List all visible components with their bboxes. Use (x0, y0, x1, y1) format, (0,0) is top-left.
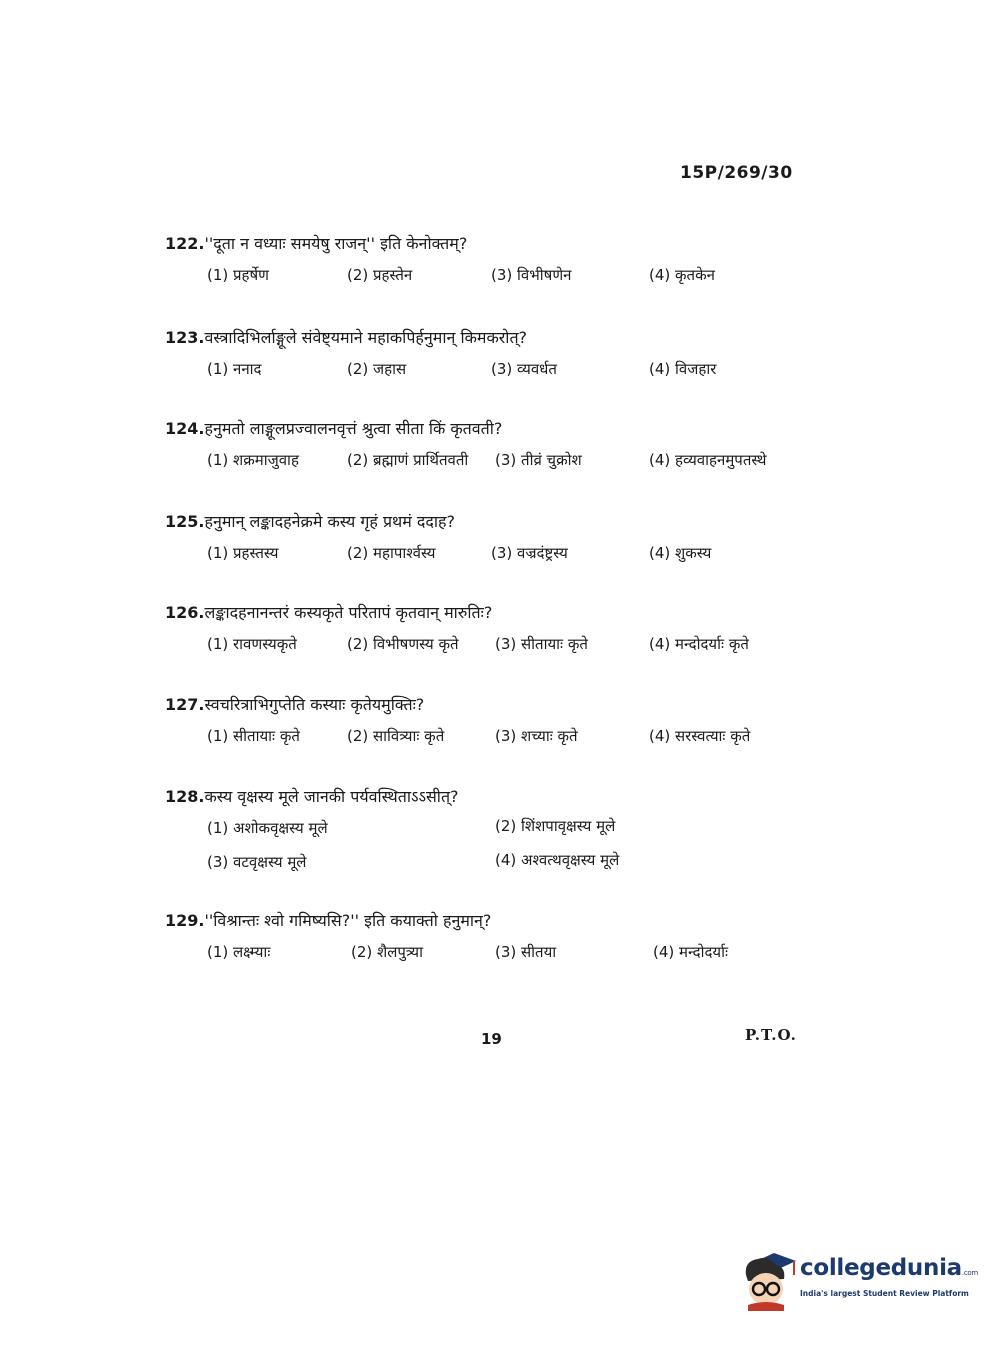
option-2: (2) प्रहस्तेन (347, 266, 413, 284)
option-4: (4) विजहार (649, 360, 717, 378)
option-4: (4) मन्दोदर्याः कृते (649, 635, 749, 653)
question-127 (165, 694, 825, 752)
question-text: कस्य वृक्षस्य मूले जानकी पर्यवस्थिताऽऽसीत्? (204, 787, 459, 806)
option-3: (3) व्यवर्धत (491, 360, 557, 378)
option-1: (1) लक्ष्म्याः (207, 943, 271, 961)
question-123 (165, 327, 825, 385)
option-2: (2) शैलपुत्र्या (351, 943, 424, 961)
question-128 (165, 786, 825, 884)
exam-code: 15P/269/30 (680, 163, 793, 183)
option-4: (4) हव्यवाहनमुपतस्थे (649, 451, 767, 469)
question-129 (165, 910, 825, 968)
option-2: (2) ब्रह्माणं प्रार्थितवती (347, 451, 469, 469)
pto-label: P.T.O. (745, 1026, 797, 1044)
option-3: (3) वज्रदंष्ट्रस्य (491, 544, 568, 562)
question-125 (165, 511, 825, 569)
option-3: (3) तीव्रं चुक्रोश (495, 451, 582, 469)
question-text: ''दूता न वध्याः समयेषु राजन्'' इति केनोक्तम्? (204, 234, 468, 253)
question-number: 124. (165, 419, 205, 438)
option-4: (4) कृतकेन (649, 266, 715, 284)
question-text: हनुमान् लङ्कादहनेक्रमे कस्य गृहं प्रथमं ददाह? (204, 512, 456, 531)
question-126 (165, 602, 825, 660)
question-122 (165, 233, 825, 291)
option-1: (1) प्रहस्तस्य (207, 544, 279, 562)
option-1: (1) प्रहर्षेण (207, 266, 270, 284)
option-2: (2) सावित्र्याः कृते (347, 727, 445, 745)
logo-suffix: .com (961, 1269, 978, 1277)
mascot-icon (742, 1245, 798, 1311)
option-4: (4) सरस्वत्याः कृते (649, 727, 751, 745)
option-2: (2) महापार्श्वस्य (347, 544, 436, 562)
question-text: वस्त्रादिभिर्लाङ्गूले संवेष्ट्यमाने महाकपिर्हनुमान् किमकरोत्? (204, 328, 528, 347)
option-1: (1) सीतायाः कृते (207, 727, 300, 745)
option-3: (3) सीतायाः कृते (495, 635, 588, 653)
page-number: 19 (481, 1030, 502, 1048)
question-text: लङ्कादहनानन्तरं कस्यकृते परितापं कृतवान् मारुतिः? (204, 603, 493, 622)
question-number: 128. (165, 787, 205, 806)
option-2: (2) जहास (347, 360, 407, 378)
option-4: (4) मन्दोदर्याः (653, 943, 729, 961)
option-4: (4) अश्वत्थवृक्षस्य मूले (495, 851, 620, 869)
logo-tagline: India's largest Student Review Platform (800, 1289, 969, 1298)
question-text: स्वचरित्राभिगुप्तेति कस्याः कृतेयमुक्तिः? (204, 695, 425, 714)
question-number: 129. (165, 911, 205, 930)
question-number: 126. (165, 603, 205, 622)
question-124 (165, 418, 825, 476)
question-number: 122. (165, 234, 205, 253)
question-number: 127. (165, 695, 205, 714)
question-number: 123. (165, 328, 205, 347)
option-3: (3) शच्याः कृते (495, 727, 578, 745)
question-number: 125. (165, 512, 205, 531)
logo-brand: collegedunia (800, 1255, 962, 1281)
option-1: (1) ननाद (207, 360, 262, 378)
question-text: ''विश्रान्तः श्वो गमिष्यसि?'' इति कयाक्तो हनुमान्? (204, 911, 492, 930)
option-4: (4) शुकस्य (649, 544, 712, 562)
option-3: (3) विभीषणेन (491, 266, 572, 284)
collegedunia-logo (742, 1245, 978, 1315)
option-2: (2) विभीषणस्य कृते (347, 635, 459, 653)
option-1: (1) शक्रमाजुवाह (207, 451, 299, 469)
option-2: (2) शिंशपावृक्षस्य मूले (495, 817, 616, 835)
option-3: (3) वटवृक्षस्य मूले (207, 853, 307, 871)
option-1: (1) रावणस्यकृते (207, 635, 297, 653)
option-1: (1) अशोकवृक्षस्य मूले (207, 819, 328, 837)
option-3: (3) सीतया (495, 943, 557, 961)
question-text: हनुमतो लाङ्गूलप्रज्वालनवृत्तं श्रुत्वा सीता किं कृतवती? (204, 419, 503, 438)
